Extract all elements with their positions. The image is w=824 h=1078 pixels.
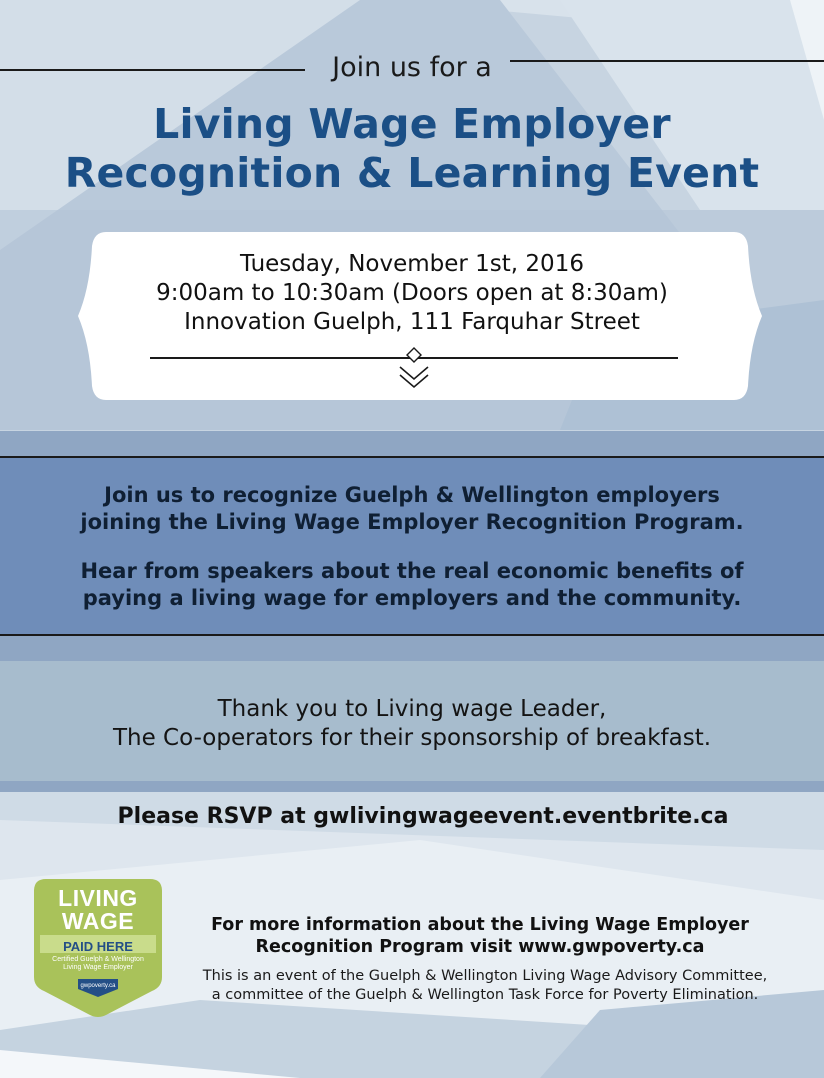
badge-living-text: LIVING — [58, 885, 138, 911]
speakers-paragraph — [0, 558, 824, 612]
badge-website: gwpoverty.ca — [80, 983, 116, 989]
band-bottom-strip — [0, 635, 824, 661]
sponsor-line-2: The Co-operators for their sponsorship of breakfast. — [112, 725, 712, 751]
committee-line-2: a committee of the Guelph & Wellington Task Force for Poverty Elimination. — [211, 987, 759, 1003]
event-location: Innovation Guelph, 111 Farquhar Street — [184, 309, 640, 335]
sponsor-thanks — [0, 695, 824, 753]
committee-note — [170, 967, 800, 1005]
rsvp-link[interactable]: Please RSVP at gwlivingwageevent.eventbrite.ca — [117, 804, 729, 829]
badge-cert-line-1: Certified Guelph & Wellington — [52, 956, 144, 963]
event-details — [0, 250, 824, 337]
band-top-strip — [0, 431, 824, 456]
badge-certified — [34, 956, 162, 972]
event-date: Tuesday, November 1st, 2016 — [240, 251, 584, 277]
event-title — [0, 100, 824, 198]
committee-line-1: This is an event of the Guelph & Wellington Living Wage Advisory Committee, — [202, 968, 768, 984]
diamond-ornament-icon — [396, 345, 432, 393]
speakers-line-1: Hear from speakers about the real economic benefits of — [80, 559, 744, 583]
event-time: 9:00am to 10:30am (Doors open at 8:30am) — [156, 280, 668, 306]
living-wage-badge — [34, 879, 162, 1019]
band-rule-top — [0, 456, 824, 458]
event-title-line-1: Living Wage Employer — [153, 100, 671, 148]
sponsor-panel-edge — [0, 781, 824, 792]
band-rule-bottom — [0, 634, 824, 636]
recognize-paragraph — [0, 482, 824, 536]
intro-heading: Join us for a — [332, 52, 492, 83]
more-info — [180, 914, 780, 958]
badge-wage-text: WAGE — [61, 908, 135, 934]
badge-cert-line-2: Living Wage Employer — [63, 964, 133, 971]
speakers-line-2: paying a living wage for employers and the community. — [82, 586, 742, 610]
recognize-line-1: Join us to recognize Guelph & Wellington employers — [104, 483, 720, 507]
recognize-line-2: joining the Living Wage Employer Recognition Program. — [80, 510, 744, 534]
more-info-line-2[interactable]: Recognition Program visit www.gwpoverty.ca — [255, 937, 705, 957]
sponsor-line-1: Thank you to Living wage Leader, — [217, 696, 607, 722]
more-info-line-1: For more information about the Living Wage Employer — [211, 915, 749, 935]
event-title-line-2: Recognition & Learning Event — [64, 149, 760, 197]
badge-paid-here: PAID HERE — [63, 939, 133, 954]
